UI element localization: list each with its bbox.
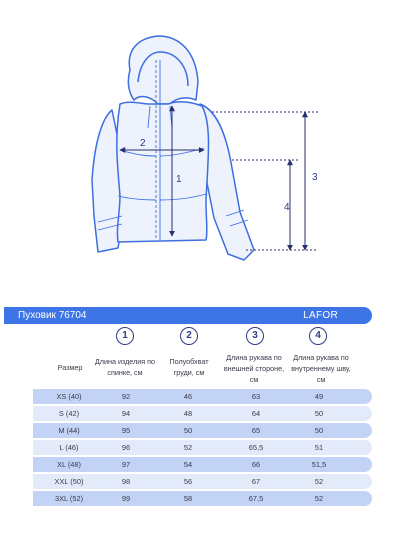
cell-sleeve-outer: 66 [251,460,261,469]
cell-chest: 56 [183,477,193,486]
cell-size: 3XL (52) [54,494,84,503]
table-row [33,474,372,489]
table-row [33,423,372,438]
cell-sleeve-inner: 52 [314,477,324,486]
brand-name: LAFOR [303,310,338,321]
cell-sleeve-inner: 52 [314,494,324,503]
cell-chest: 54 [183,460,193,469]
cell-length: 96 [121,443,131,452]
header-length: Длина изделия по спинке, см [94,357,156,377]
size-table [33,389,372,508]
cell-sleeve-outer: 67,5 [248,494,264,503]
cell-sleeve-inner: 50 [314,426,324,435]
header-sleeve-outer: Длина рукава по внешней стороне, см [223,353,285,384]
cell-length: 99 [121,494,131,503]
cell-length: 92 [121,392,131,401]
table-row [33,491,372,506]
table-row [33,406,372,421]
cell-size: S (42) [58,409,80,418]
cell-size: XL (48) [57,460,81,469]
cell-chest: 50 [183,426,193,435]
cell-sleeve-inner: 49 [314,392,324,401]
cell-sleeve-outer: 64 [251,409,261,418]
cell-chest: 46 [183,392,193,401]
cell-sleeve-inner: 50 [314,409,324,418]
dimension-label-1: 1 [176,174,182,185]
cell-chest: 48 [183,409,193,418]
header-sleeve-inner: Длина рукава по внутреннему шву, см [291,353,351,384]
cell-size: L (46) [59,443,79,452]
header-chest: Полуобхват груди, см [169,357,209,377]
cell-sleeve-inner: 51 [314,443,324,452]
cell-sleeve-inner: 51,5 [311,460,327,469]
jacket-outline [92,36,254,260]
dimension-label-3: 3 [312,172,318,183]
cell-size: XXL (50) [54,477,84,486]
cell-sleeve-outer: 65,5 [248,443,264,452]
column-number-2: 2 [180,327,198,345]
header-size: Размер [57,363,83,372]
table-row [33,389,372,404]
cell-size: XS (40) [56,392,82,401]
cell-sleeve-outer: 63 [251,392,261,401]
cell-length: 94 [121,409,131,418]
column-number-3: 3 [246,327,264,345]
product-title: Пуховик 76704 [18,310,87,321]
cell-length: 98 [121,477,131,486]
table-title-bar [4,307,372,324]
cell-sleeve-outer: 67 [251,477,261,486]
column-number-4: 4 [309,327,327,345]
cell-sleeve-outer: 65 [251,426,261,435]
column-number-1: 1 [116,327,134,345]
table-row [33,440,372,455]
cell-chest: 58 [183,494,193,503]
dimension-label-2: 2 [140,138,146,149]
cell-size: M (44) [58,426,80,435]
cell-chest: 52 [183,443,193,452]
cell-length: 97 [121,460,131,469]
table-row [33,457,372,472]
dimension-label-4: 4 [284,202,290,213]
cell-length: 95 [121,426,131,435]
